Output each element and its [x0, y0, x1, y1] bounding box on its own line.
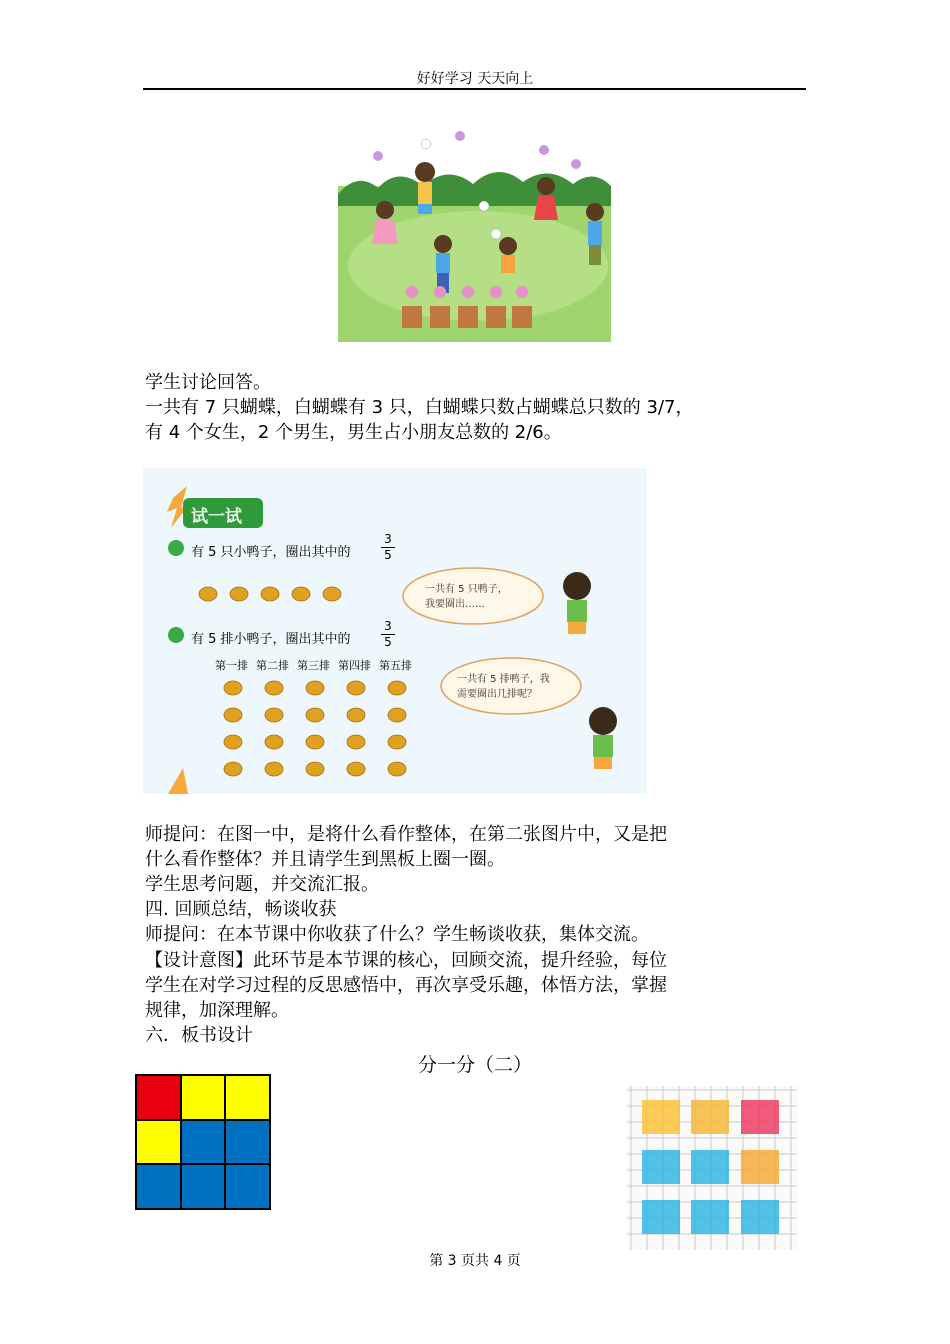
color-grid — [135, 1074, 271, 1210]
section-heading: 四. 回顾总结，畅谈收获 — [145, 899, 337, 920]
duck-icon — [388, 762, 406, 776]
fraction-denominator: 5 — [381, 547, 395, 563]
sticky-note — [741, 1200, 779, 1234]
grid-cell — [225, 1120, 270, 1165]
row-label: 第四排 — [338, 659, 371, 672]
duck-icon — [388, 708, 406, 722]
question-2-fraction — [381, 619, 395, 650]
duck-icon — [224, 735, 242, 749]
fraction-numerator: 3 — [384, 532, 392, 546]
duck-icon — [347, 735, 365, 749]
speech-bubble-2 — [457, 672, 550, 702]
duck-icon — [265, 708, 283, 722]
duck-icon — [306, 708, 324, 722]
row-label: 第一排 — [215, 659, 248, 672]
speech-line: 我要圈出…… — [425, 599, 485, 610]
page-footer: 第 3 页共 4 页 — [429, 1253, 521, 1269]
speech-line: 一共有 5 排鸭子，我 — [457, 674, 550, 685]
sticky-note — [642, 1200, 680, 1234]
row-label: 第五排 — [379, 659, 412, 672]
speech-line: 需要圈出几排呢？ — [457, 689, 537, 700]
try-title: 试一试 — [191, 507, 242, 527]
paragraph: 学生思考问题，并交流汇报。 — [145, 874, 379, 895]
speech-line: 一共有 5 只鸭子， — [425, 584, 508, 595]
header-rule — [143, 88, 806, 90]
grid-cell — [181, 1164, 226, 1209]
duck-icon — [265, 735, 283, 749]
grid-cell — [181, 1120, 226, 1165]
fraction-numerator: 3 — [384, 619, 392, 633]
duck-icon — [306, 681, 324, 695]
grid-cell — [136, 1075, 181, 1120]
duck-icon — [347, 762, 365, 776]
paragraph: 师提问：在图一中，是将什么看作整体，在第二张图片中，又是把 — [145, 824, 667, 845]
grid-cell — [136, 1120, 181, 1165]
duck-icon — [388, 735, 406, 749]
sticky-note — [691, 1150, 729, 1184]
duck-icon — [265, 681, 283, 695]
speech-bubble-1 — [425, 582, 508, 612]
duck-icon — [306, 762, 324, 776]
row-label: 第二排 — [256, 659, 289, 672]
paragraph: 师提问：在本节课中你收获了什么？学生畅谈收获，集体交流。 — [145, 924, 649, 945]
duck-icon — [388, 681, 406, 695]
board-title: 分一分（二） — [417, 1054, 532, 1076]
sticky-note — [642, 1100, 680, 1134]
duck-icon — [224, 762, 242, 776]
paragraph: 学生在对学习过程的反思感悟中，再次享受乐趣，体悟方法，掌握 — [145, 975, 667, 996]
page-header: 好好学习 天天向上 — [416, 71, 534, 87]
duck-icon — [306, 735, 324, 749]
paragraph: 有 4 个女生，2 个男生，男生占小朋友总数的 2/6。 — [145, 422, 562, 443]
question-1: 有 5 只小鸭子，圈出其中的 — [191, 545, 351, 560]
try-section-illustration — [143, 468, 647, 794]
fraction-denominator: 5 — [381, 634, 395, 650]
section-heading: 六．板书设计 — [145, 1025, 253, 1046]
question-1-fraction — [381, 532, 395, 563]
sticky-note — [741, 1100, 779, 1134]
paragraph: 学生讨论回答。 — [145, 372, 271, 393]
grid-cell — [225, 1075, 270, 1120]
butterfly-scene-illustration — [338, 116, 611, 342]
paragraph: 一共有 7 只蝴蝶，白蝴蝶有 3 只，白蝴蝶只数占蝴蝶总只数的 3/7， — [145, 397, 694, 418]
grid-cell — [225, 1164, 270, 1209]
grid-cell — [181, 1075, 226, 1120]
paragraph: 规律，加深理解。 — [145, 1000, 289, 1021]
sticky-note — [741, 1150, 779, 1184]
duck-icon — [347, 708, 365, 722]
grid-cell — [136, 1164, 181, 1209]
duck-icon — [224, 681, 242, 695]
question-2: 有 5 排小鸭子，圈出其中的 — [191, 632, 351, 647]
duck-icon — [224, 708, 242, 722]
sticky-note — [691, 1100, 729, 1134]
paragraph: 什么看作整体？并且请学生到黑板上圈一圈。 — [145, 849, 505, 870]
sticky-note — [642, 1150, 680, 1184]
duck-icon — [347, 681, 365, 695]
duck-icon — [265, 762, 283, 776]
sticky-note — [691, 1200, 729, 1234]
row-label: 第三排 — [297, 659, 330, 672]
paragraph: 【设计意图】此环节是本节课的核心，回顾交流，提升经验，每位 — [145, 950, 667, 971]
sticky-note-photo — [627, 1086, 797, 1250]
grid-paper — [627, 1086, 797, 1250]
